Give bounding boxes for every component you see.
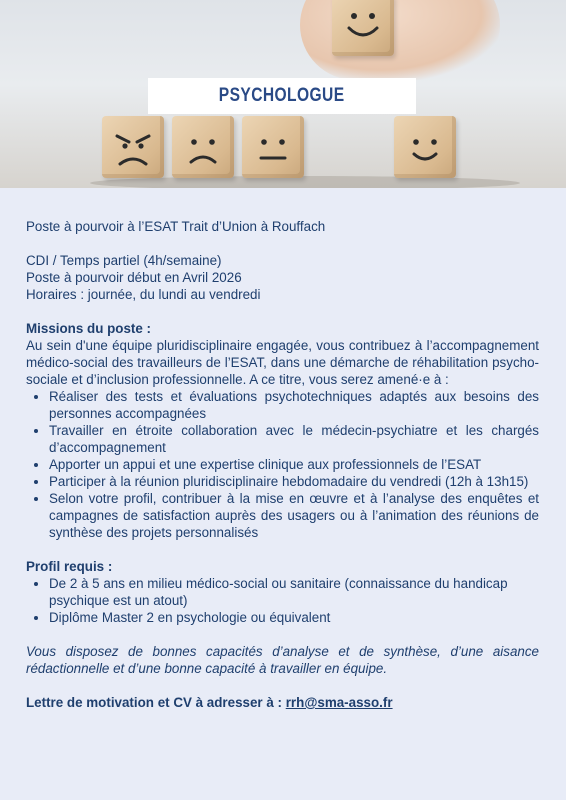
sad-face-icon (172, 116, 234, 178)
contact-email-link[interactable]: rrh@sma-asso.fr (285, 695, 393, 710)
profile-heading: Profil requis : (26, 559, 113, 574)
header-image (0, 0, 566, 188)
list-item: • Apporter un appui et une expertise clinique aux professionnels de l’ESAT (49, 456, 539, 473)
missions-heading: Missions du poste : (26, 321, 151, 336)
hand-image (300, 0, 500, 80)
missions-text: Au sein d'une équipe pluridisciplinaire engagée, vous contribuez à l’accompagnement médico-social des travailleurs de l’ESAT, dans une démarche de réhabilitation psycho-sociale et d’inclusion professionnelle. A ce titre, vous serez amené·e à : (26, 338, 539, 387)
neutral-face-icon (242, 116, 304, 178)
angry-face-icon (102, 116, 164, 178)
contact-line (26, 694, 539, 711)
happy-face-icon (332, 0, 394, 56)
page-title: PSYCHOLOGUE (219, 85, 345, 106)
profile-summary: Vous disposez de bonnes capacités d’analyse et de synthèse, d’une aisance rédactionnelle et d’une bonne capacité à travailler en équipe. (26, 644, 539, 676)
working-hours: Horaires : journée, du lundi au vendredi (26, 287, 261, 302)
title-banner (148, 78, 416, 114)
main-content (26, 218, 539, 711)
list-item: • Réaliser des tests et évaluations psychotechniques adaptés aux besoins des personnes accompagnées (49, 388, 539, 422)
contact-label: Lettre de motivation et CV à adresser à : (26, 695, 286, 710)
list-item: • De 2 à 5 ans en milieu médico-social ou sanitaire (connaissance du handicap psychique est un atout) (49, 575, 539, 609)
smile-face-icon (394, 116, 456, 178)
missions-list (26, 388, 539, 541)
start-date: Poste à pourvoir début en Avril 2026 (26, 270, 242, 285)
profile-list (26, 575, 539, 626)
position-location: Poste à pourvoir à l’ESAT Trait d’Union à Rouffach (26, 219, 326, 234)
list-item: • Selon votre profil, contribuer à la mise en œuvre et à l’analyse des enquêtes et campagnes de satisfaction auprès des usagers ou à l’animation des réunions de synthèse des projets personnalisés (49, 490, 539, 541)
list-item: • Diplôme Master 2 en psychologie ou équivalent (49, 609, 539, 626)
contract-type: CDI / Temps partiel (4h/semaine) (26, 253, 222, 268)
list-item: • Travailler en étroite collaboration avec le médecin-psychiatre et les chargés d’accompagnement (49, 422, 539, 456)
list-item: • Participer à la réunion pluridisciplinaire hebdomadaire du vendredi (12h à 13h15) (49, 473, 539, 490)
